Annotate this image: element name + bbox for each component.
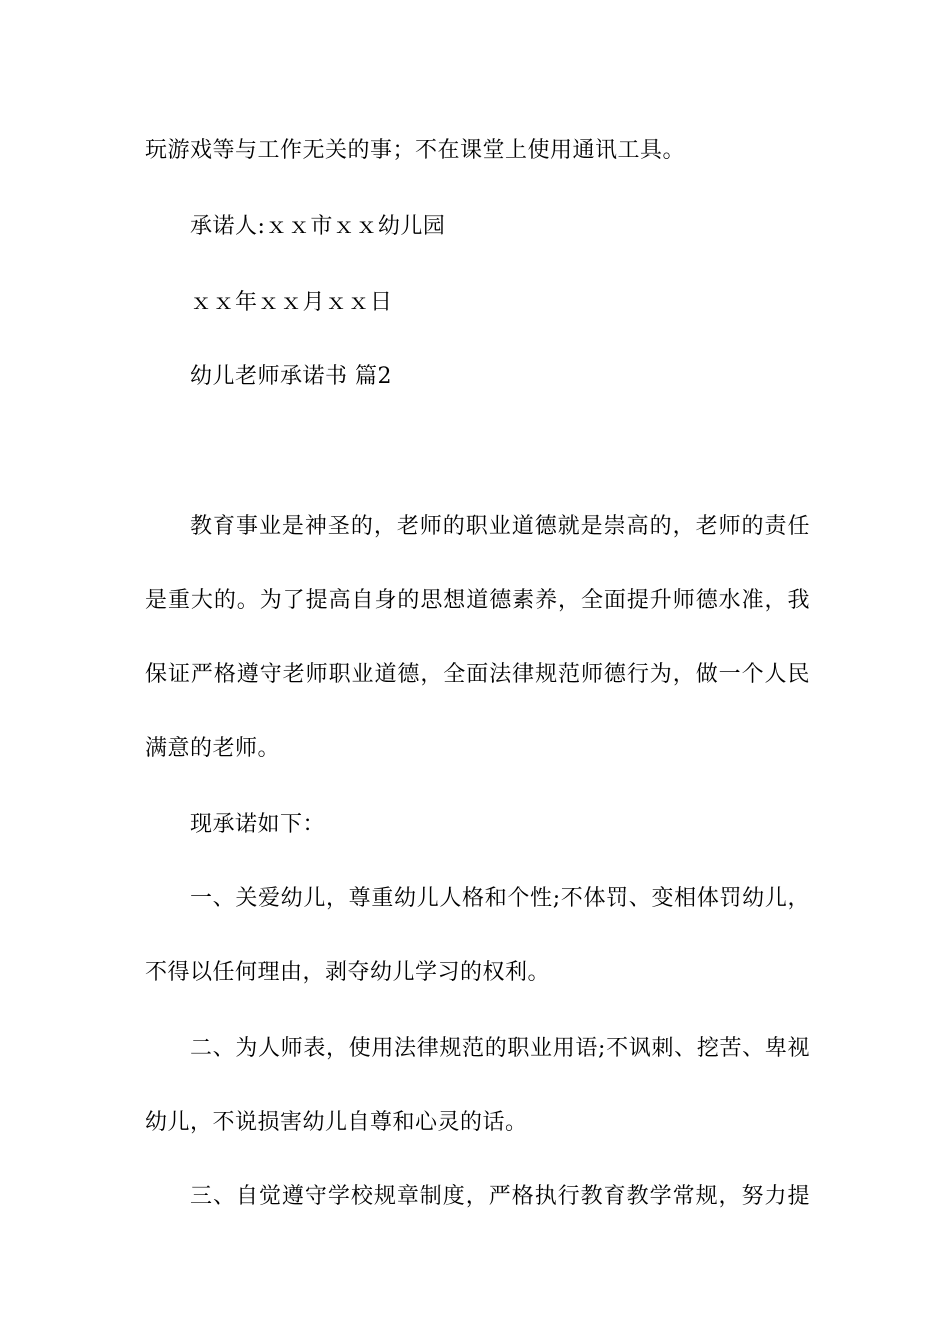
paragraph-line: 是重大的。为了提高自身的思想道德素养，全面提升师德水准，我 [145, 588, 810, 613]
promise-item-line: 幼儿，不说损害幼儿自尊和心灵的话。 [145, 1110, 528, 1135]
promise-item-line: 三、自觉遵守学校规章制度，严格执行教育教学常规，努力提 [190, 1184, 810, 1209]
paragraph-line: 教育事业是神圣的，老师的职业道德就是崇高的，老师的责任 [190, 514, 810, 539]
paragraph-line: 满意的老师。 [145, 736, 281, 761]
promise-item-line: 不得以任何理由，剥夺幼儿学习的权利。 [145, 960, 551, 985]
signature-promisor: 承诺人:ｘｘ市ｘｘ幼儿园 [190, 214, 446, 239]
paragraph-line: 保证严格遵守老师职业道德，全面法律规范师德行为，做一个人民 [145, 662, 810, 687]
promise-intro: 现承诺如下： [190, 812, 326, 837]
section-heading: 幼儿老师承诺书 篇2 [190, 364, 392, 389]
text-line-continuation: 玩游戏等与工作无关的事；不在课堂上使用通讯工具。 [145, 138, 686, 163]
promise-item-line: 二、为人师表，使用法律规范的职业用语;不讽刺、挖苦、卑视 [190, 1036, 810, 1061]
promise-item-line: 一、关爱幼儿，尊重幼儿人格和个性;不体罚、变相体罚幼儿， [190, 886, 810, 911]
signature-date: ｘｘ年ｘｘ月ｘｘ日 [190, 290, 393, 315]
